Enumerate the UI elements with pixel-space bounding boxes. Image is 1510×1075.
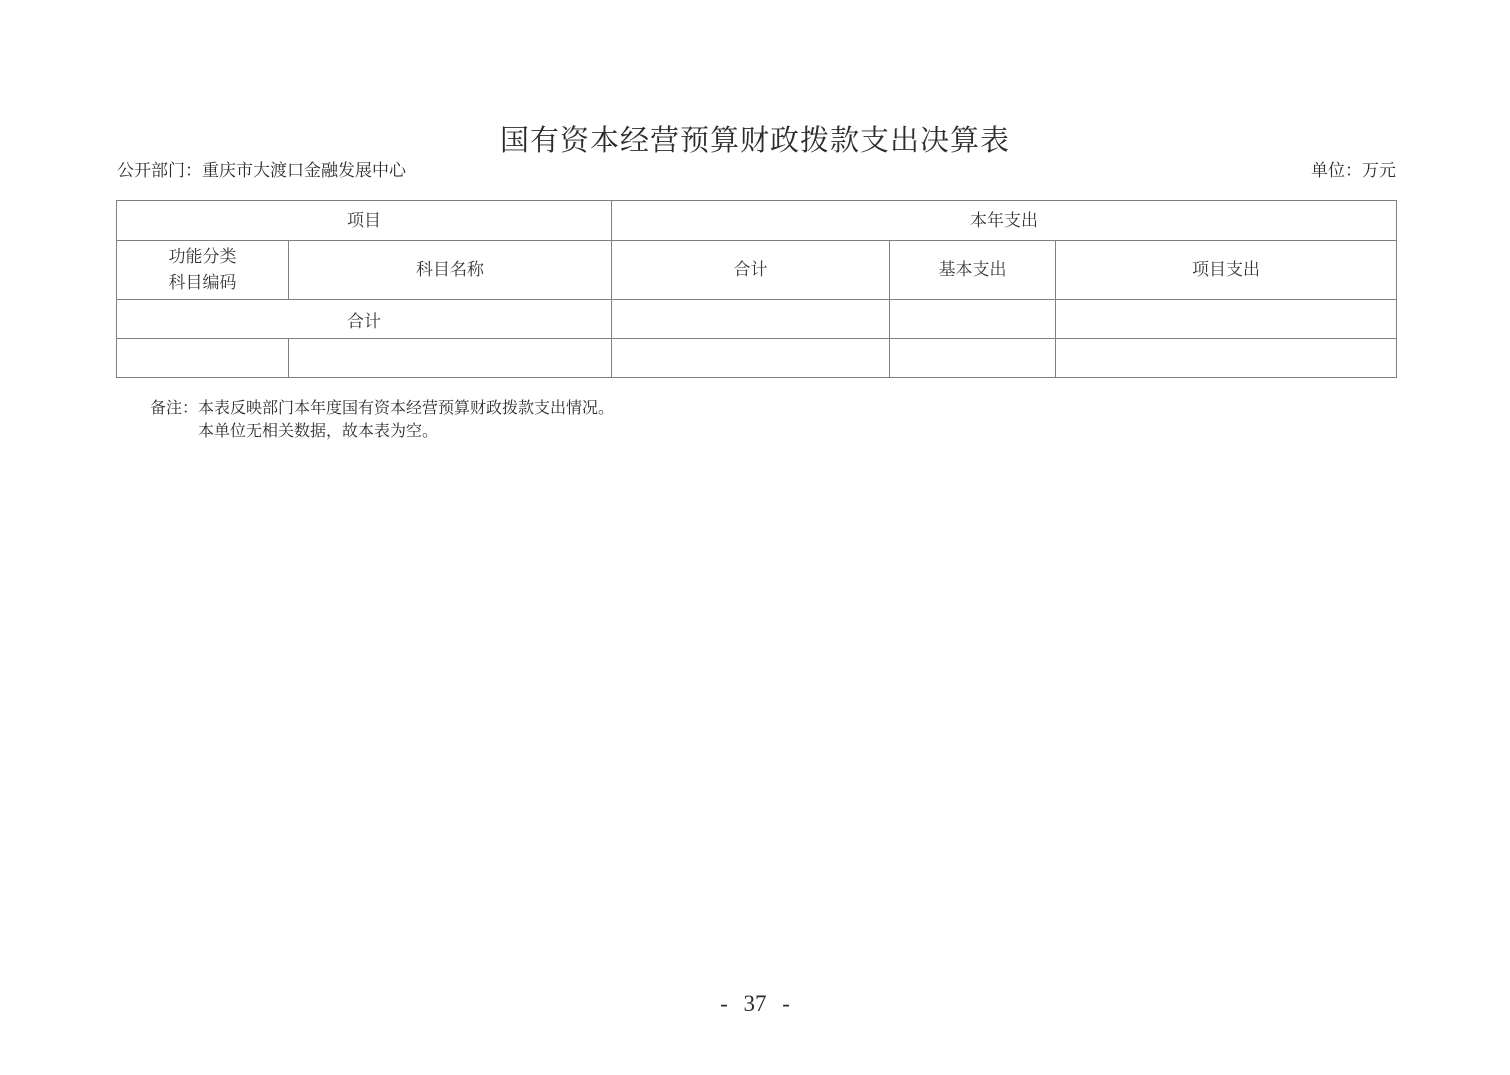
notes-body: [198, 397, 614, 443]
header-function-code: [117, 241, 289, 300]
header-year-expenditure-group: 本年支出: [612, 201, 1397, 241]
header-project-group: 项目: [117, 201, 612, 241]
table-row-sub-header: [117, 241, 1397, 300]
empty-row-code-cell: [117, 339, 289, 378]
page-number: - 37 -: [720, 991, 790, 1016]
notes-block: [150, 397, 614, 443]
empty-row-name-cell: [289, 339, 612, 378]
total-row-label: 合计: [117, 300, 612, 339]
header-function-code-line1: 功能分类: [168, 247, 237, 266]
empty-row-total-cell: [612, 339, 890, 378]
notes-line2: 本单位无相关数据，故本表为空。: [198, 423, 439, 440]
total-row-project-cell: [1056, 300, 1397, 339]
table-row-total: [117, 300, 1397, 339]
table-row-empty: [117, 339, 1397, 378]
empty-row-project-cell: [1056, 339, 1397, 378]
notes-line1: 本表反映部门本年度国有资本经营预算财政拨款支出情况。: [198, 400, 615, 417]
department-label: 公开部门：重庆市大渡口金融发展中心: [117, 161, 406, 180]
table-row-group-header: [117, 201, 1397, 241]
total-row-total-cell: [612, 300, 890, 339]
header-basic-expenditure: 基本支出: [890, 241, 1056, 300]
total-row-basic-cell: [890, 300, 1056, 339]
notes-label: 备注：: [150, 400, 199, 417]
page-title: 国有资本经营预算财政拨款支出决算表: [499, 125, 1010, 157]
empty-row-basic-cell: [890, 339, 1056, 378]
unit-label: 单位：万元: [1311, 161, 1396, 180]
budget-table: [116, 200, 1397, 378]
header-function-code-line2: 科目编码: [168, 273, 237, 292]
header-subject-name: 科目名称: [289, 241, 612, 300]
meta-row: [117, 160, 1396, 182]
header-project-expenditure: 项目支出: [1056, 241, 1397, 300]
header-total: 合计: [612, 241, 890, 300]
